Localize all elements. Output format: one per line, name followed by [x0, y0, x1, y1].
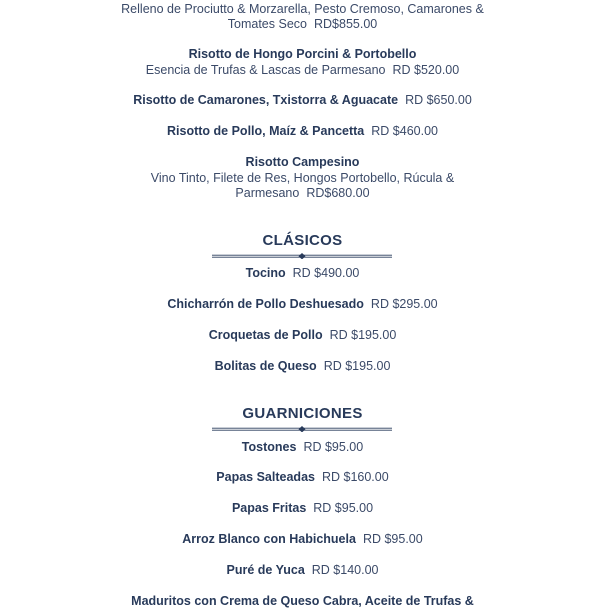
menu-item-price: RD $95.00 — [362, 532, 423, 546]
menu-item-name: Papas Salteadas — [216, 470, 315, 484]
menu-item-name: Papas Fritas — [231, 501, 307, 515]
menu-item-price: RD$680.00 — [306, 186, 370, 200]
menu-item-name: Tocino — [245, 266, 286, 280]
menu-item — [0, 328, 605, 342]
menu-item-price: RD $460.00 — [371, 124, 438, 138]
menu-item — [0, 594, 605, 608]
menu-item — [0, 440, 605, 454]
menu-item-name: Puré de Yuca — [226, 563, 305, 577]
menu-item-name: Bolitas de Queso — [214, 359, 317, 373]
menu-item-price: RD $195.00 — [329, 328, 397, 342]
menu-item-price: RD $520.00 — [392, 63, 460, 77]
menu-item — [0, 359, 605, 373]
menu-item-price: RD $650.00 — [405, 93, 472, 107]
menu-item — [0, 563, 605, 577]
menu-item-name: Arroz Blanco con Habichuela — [182, 532, 356, 546]
section-title-clasicos: CLÁSICOS — [262, 232, 343, 249]
menu-item-price: RD $95.00 — [313, 501, 374, 515]
menu-item-name: Croquetas de Pollo — [208, 328, 323, 342]
menu-item-description: Parmesano RD$680.00 — [235, 186, 370, 200]
menu-item-description: Esencia de Trufas & Lascas de Parmesano RD $520.00 — [145, 63, 460, 77]
menu-item-name: Maduritos con Crema de Queso Cabra, Aceite de Trufas & — [131, 594, 474, 608]
menu-item — [0, 501, 605, 515]
menu-item — [0, 470, 605, 484]
ornament-divider — [212, 253, 392, 259]
menu-item-description: Vino Tinto, Filete de Res, Hongos Portobello, Rúcula & — [150, 171, 455, 185]
ornament-divider — [212, 426, 392, 432]
menu-item-price: RD $160.00 — [321, 470, 389, 484]
menu-item-price: RD $95.00 — [303, 440, 364, 454]
menu-item-price: RD $195.00 — [323, 359, 391, 373]
menu-item-price: RD $295.00 — [370, 297, 438, 311]
menu-item-name: Tostones — [241, 440, 297, 454]
menu-item-price: RD$855.00 — [313, 17, 378, 31]
menu-item — [0, 266, 605, 280]
menu-item-price: RD $140.00 — [311, 563, 379, 577]
menu-item-name: Risotto Campesino — [245, 155, 360, 169]
menu-item-name: Chicharrón de Pollo Deshuesado — [167, 297, 364, 311]
menu-item — [0, 532, 605, 546]
menu-item-name-line — [0, 155, 605, 169]
menu-item-description: Tomates Seco RD$855.00 — [227, 17, 378, 31]
menu-item-name-line — [0, 47, 605, 61]
menu-item — [0, 93, 605, 107]
menu-item-name: Risotto de Hongo Porcini & Portobello — [188, 47, 417, 61]
menu-item — [0, 297, 605, 311]
menu-item-name: Risotto de Pollo, Maíz & Pancetta — [167, 124, 365, 138]
menu-item — [0, 124, 605, 138]
section-title-guarniciones: GUARNICIONES — [242, 405, 363, 422]
menu-item-name: Risotto de Camarones, Txistorra & Aguacate — [133, 93, 399, 107]
menu-item-description: Relleno de Prociutto & Morzarella, Pesto Cremoso, Camarones & — [121, 2, 484, 16]
menu-item-price: RD $490.00 — [292, 266, 360, 280]
